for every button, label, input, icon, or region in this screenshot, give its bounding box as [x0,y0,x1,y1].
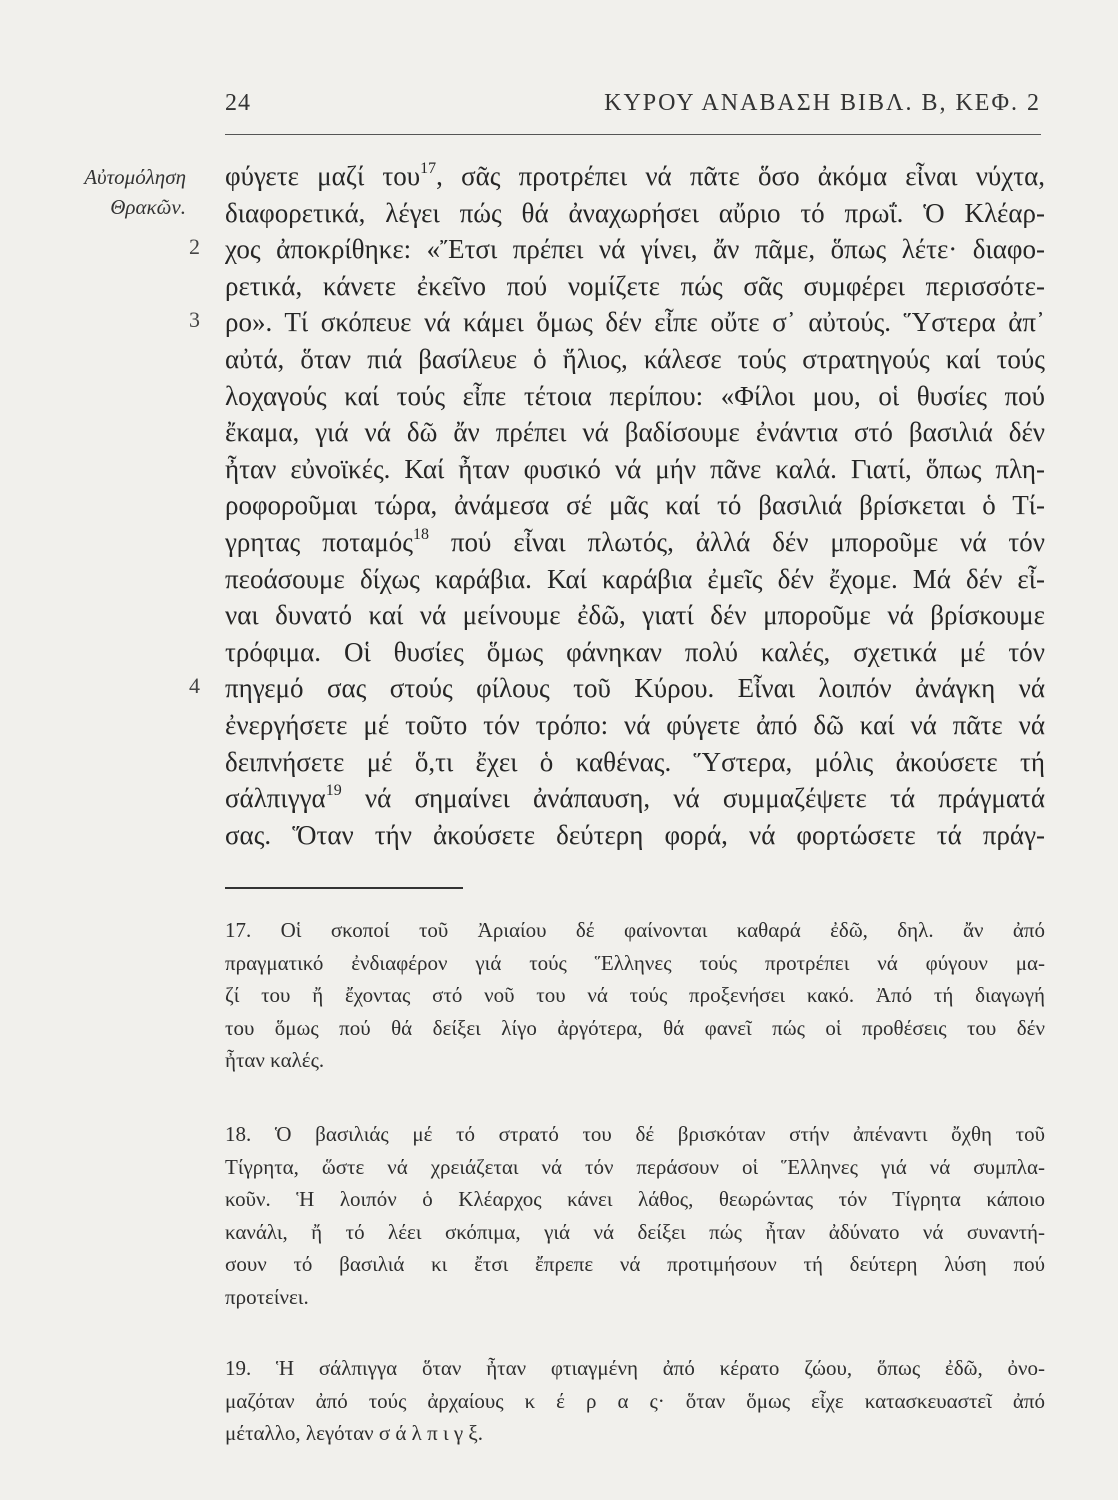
text-line: γρητας ποταμός$^{18}$ πού εἶναι πλωτός, ἀλλά δέν μποροῦμε νά τόν [225,525,1045,557]
footnote-18 [225,1118,1045,1313]
running-header [225,90,1041,130]
page-number: 24 [225,90,251,116]
line-number: 3 [189,307,200,332]
text-line: αὐτά, ὅταν πιά βασίλευε ὁ ἥλιος, κάλεσε τούς στρατηγούς καί τούς [225,343,1045,374]
footnote-line: 19. Ἡ σάλπιγγα ὅταν ἦταν φτιαγμένη ἀπό κέρατο ζώου, ὅπως ἐδῶ, ὀνο- [225,1356,1045,1380]
text-line: διαφορετικά, λέγει πώς θά ἀναχωρήσει αὔριο τό πρωΐ. Ὁ Κλέαρ- [225,197,1045,228]
running-title: ΚΥΡΟΥ ΑΝΑΒΑΣΗ ΒΙΒΛ. Β, ΚΕΦ. 2 [604,90,1041,116]
footnote-ref: 17 [420,160,437,177]
text-line: σας. Ὅταν τήν ἀκούσετε δεύτερη φορά, νά φορτώσετε τά πράγ- [225,819,1045,850]
footnote-line: ἦταν καλές. [225,1048,325,1072]
text-line: δειπνήσετε μέ ὅ,τι ἔχει ὁ καθένας. Ὕστερα, μόλις ἀκούσετε τή [225,746,1045,777]
margin-note-line: Αὐτομόληση [84,165,186,189]
text-line: ρο». Τί σκόπευε νά κάμει ὅμως δέν εἶπε οὔτε σ᾽ αὐτούς. Ὕστερα ἀπ᾽ [225,307,1045,338]
footnote-line: κανάλι, ἤ τό λέει σκόπιμα, γιά νά δείξει πώς ἦταν ἀδύνατο νά συναντή- [225,1219,1045,1244]
text-line: σάλπιγγα$^{19}$ νά σημαίνει ἀνάπαυση, νά συμμαζέψετε τά πράγματά [225,782,1045,814]
footnote-line: σουν τό βασιλιά κι ἔτσι ἔπρεπε νά προτιμήσουν τή δεύτερη λύση πού [225,1252,1045,1276]
footnote-ref: 19 [325,782,342,800]
header-rule [225,134,1041,135]
text-line: φύγετε μαζί του$^{17}$, σᾶς προτρέπει νά πᾶτε ὅσο ἀκόμα εἶναι νύχτα, [225,160,1045,191]
text-line: ροφοροῦμαι τώρα, ἀνάμεσα σέ μᾶς καί τό βασιλιά βρίσκεται ὁ Τί- [225,490,1045,521]
footnote-line: μέταλλο, λεγόταν σ ά λ π ι γ ξ. [225,1421,483,1445]
footnote-line: του ὅμως πού θά δείξει λίγο ἀργότερα, θά φανεῖ πώς οἱ προθέσεις του δέν [225,1015,1045,1040]
main-text [225,158,1045,853]
footnote-17 [225,914,1045,1077]
text-line: χος ἀποκρίθηκε: «Ἔτσι πρέπει νά γίνει, ἄν πᾶμε, ὅπως λέτε· διαφο- [225,234,1045,265]
text-line: ἔκαμα, γιά νά δῶ ἄν πρέπει νά βαδίσουμε ἐνάντια στό βασιλιά δέν [225,417,1045,448]
text-line: ἦταν εὐνοϊκές. Καί ἦταν φυσικό νά μήν πᾶνε καλά. Γιατί, ὅπως πλη- [225,453,1045,484]
line-number: 2 [189,234,200,259]
text-line: λοχαγούς καί τούς εἶπε τέτοια περίπου: «Φίλοι μου, οἱ θυσίες πού [225,380,1045,411]
footnote-line: 18. Ὁ βασιλιάς μέ τό στρατό του δέ βρισκόταν στήν ἀπέναντι ὄχθη τοῦ [225,1122,1045,1146]
text-line: πηγεμό σας στούς φίλους τοῦ Κύρου. Εἶναι λοιπόν ἀνάγκη νά [225,673,1045,704]
footnote-line: κοῦν. Ἡ λοιπόν ὁ Κλέαρχος κάνει λάθος, θεωρώντας τόν Τίγρητα κάποιο [225,1187,1045,1211]
footnote-line: ζί του ἤ ἔχοντας στό νοῦ του νά τούς προξενήσει κακό. Ἀπό τή διαγωγή [225,983,1045,1007]
line-number: 4 [189,673,200,698]
footnote-line: προτείνει. [225,1284,309,1309]
footnote-19 [225,1352,1045,1450]
text-line: πεoάσουμε δίχως καράβια. Καί καράβια ἐμεῖς δέν ἔχομε. Μά δέν εἶ- [225,563,1045,594]
margin-note-line: Θρακῶν. [110,195,186,219]
margin-note [16,162,186,222]
footnote-line: Τίγρητα, ὥστε νά χρειάζεται νά τόν περάσουν οἱ Ἕλληνες γιά νά συμπλα- [225,1154,1045,1179]
text-line: ἐνεργήσετε μέ τοῦτο τόν τρόπο: νά φύγετε ἀπό δῶ καί νά πᾶτε νά [225,709,1045,740]
text-line: τρόφιμα. Οἱ θυσίες ὅμως φάνηκαν πολύ καλές, σχετικά μέ τόν [225,636,1045,667]
footnote-rule [225,887,463,889]
footnote-line: πραγματικό ἐνδιαφέρον γιά τούς Ἕλληνες τούς προτρέπει νά φύγουν μα- [225,950,1045,975]
footnote-line: 17. Οἱ σκοποί τοῦ Ἀριαίου δέ φαίνονται καθαρά ἐδῶ, δηλ. ἄν ἀπό [225,918,1045,942]
footnote-line: μαζόταν ἀπό τούς ἀρχαίους κ έ ρ α ς· ὅταν ὅμως εἶχε κατασκευαστεῖ ἀπό [225,1388,1045,1413]
text-line: ρετικά, κάνετε ἐκεῖνο πού νομίζετε πώς σᾶς συμφέρει περισσότε- [225,270,1045,301]
footnote-ref: 18 [412,525,429,543]
text-line: ναι δυνατό καί νά μείνουμε ἐδῶ, γιατί δέν μποροῦμε νά βρίσκουμε [225,600,1045,631]
